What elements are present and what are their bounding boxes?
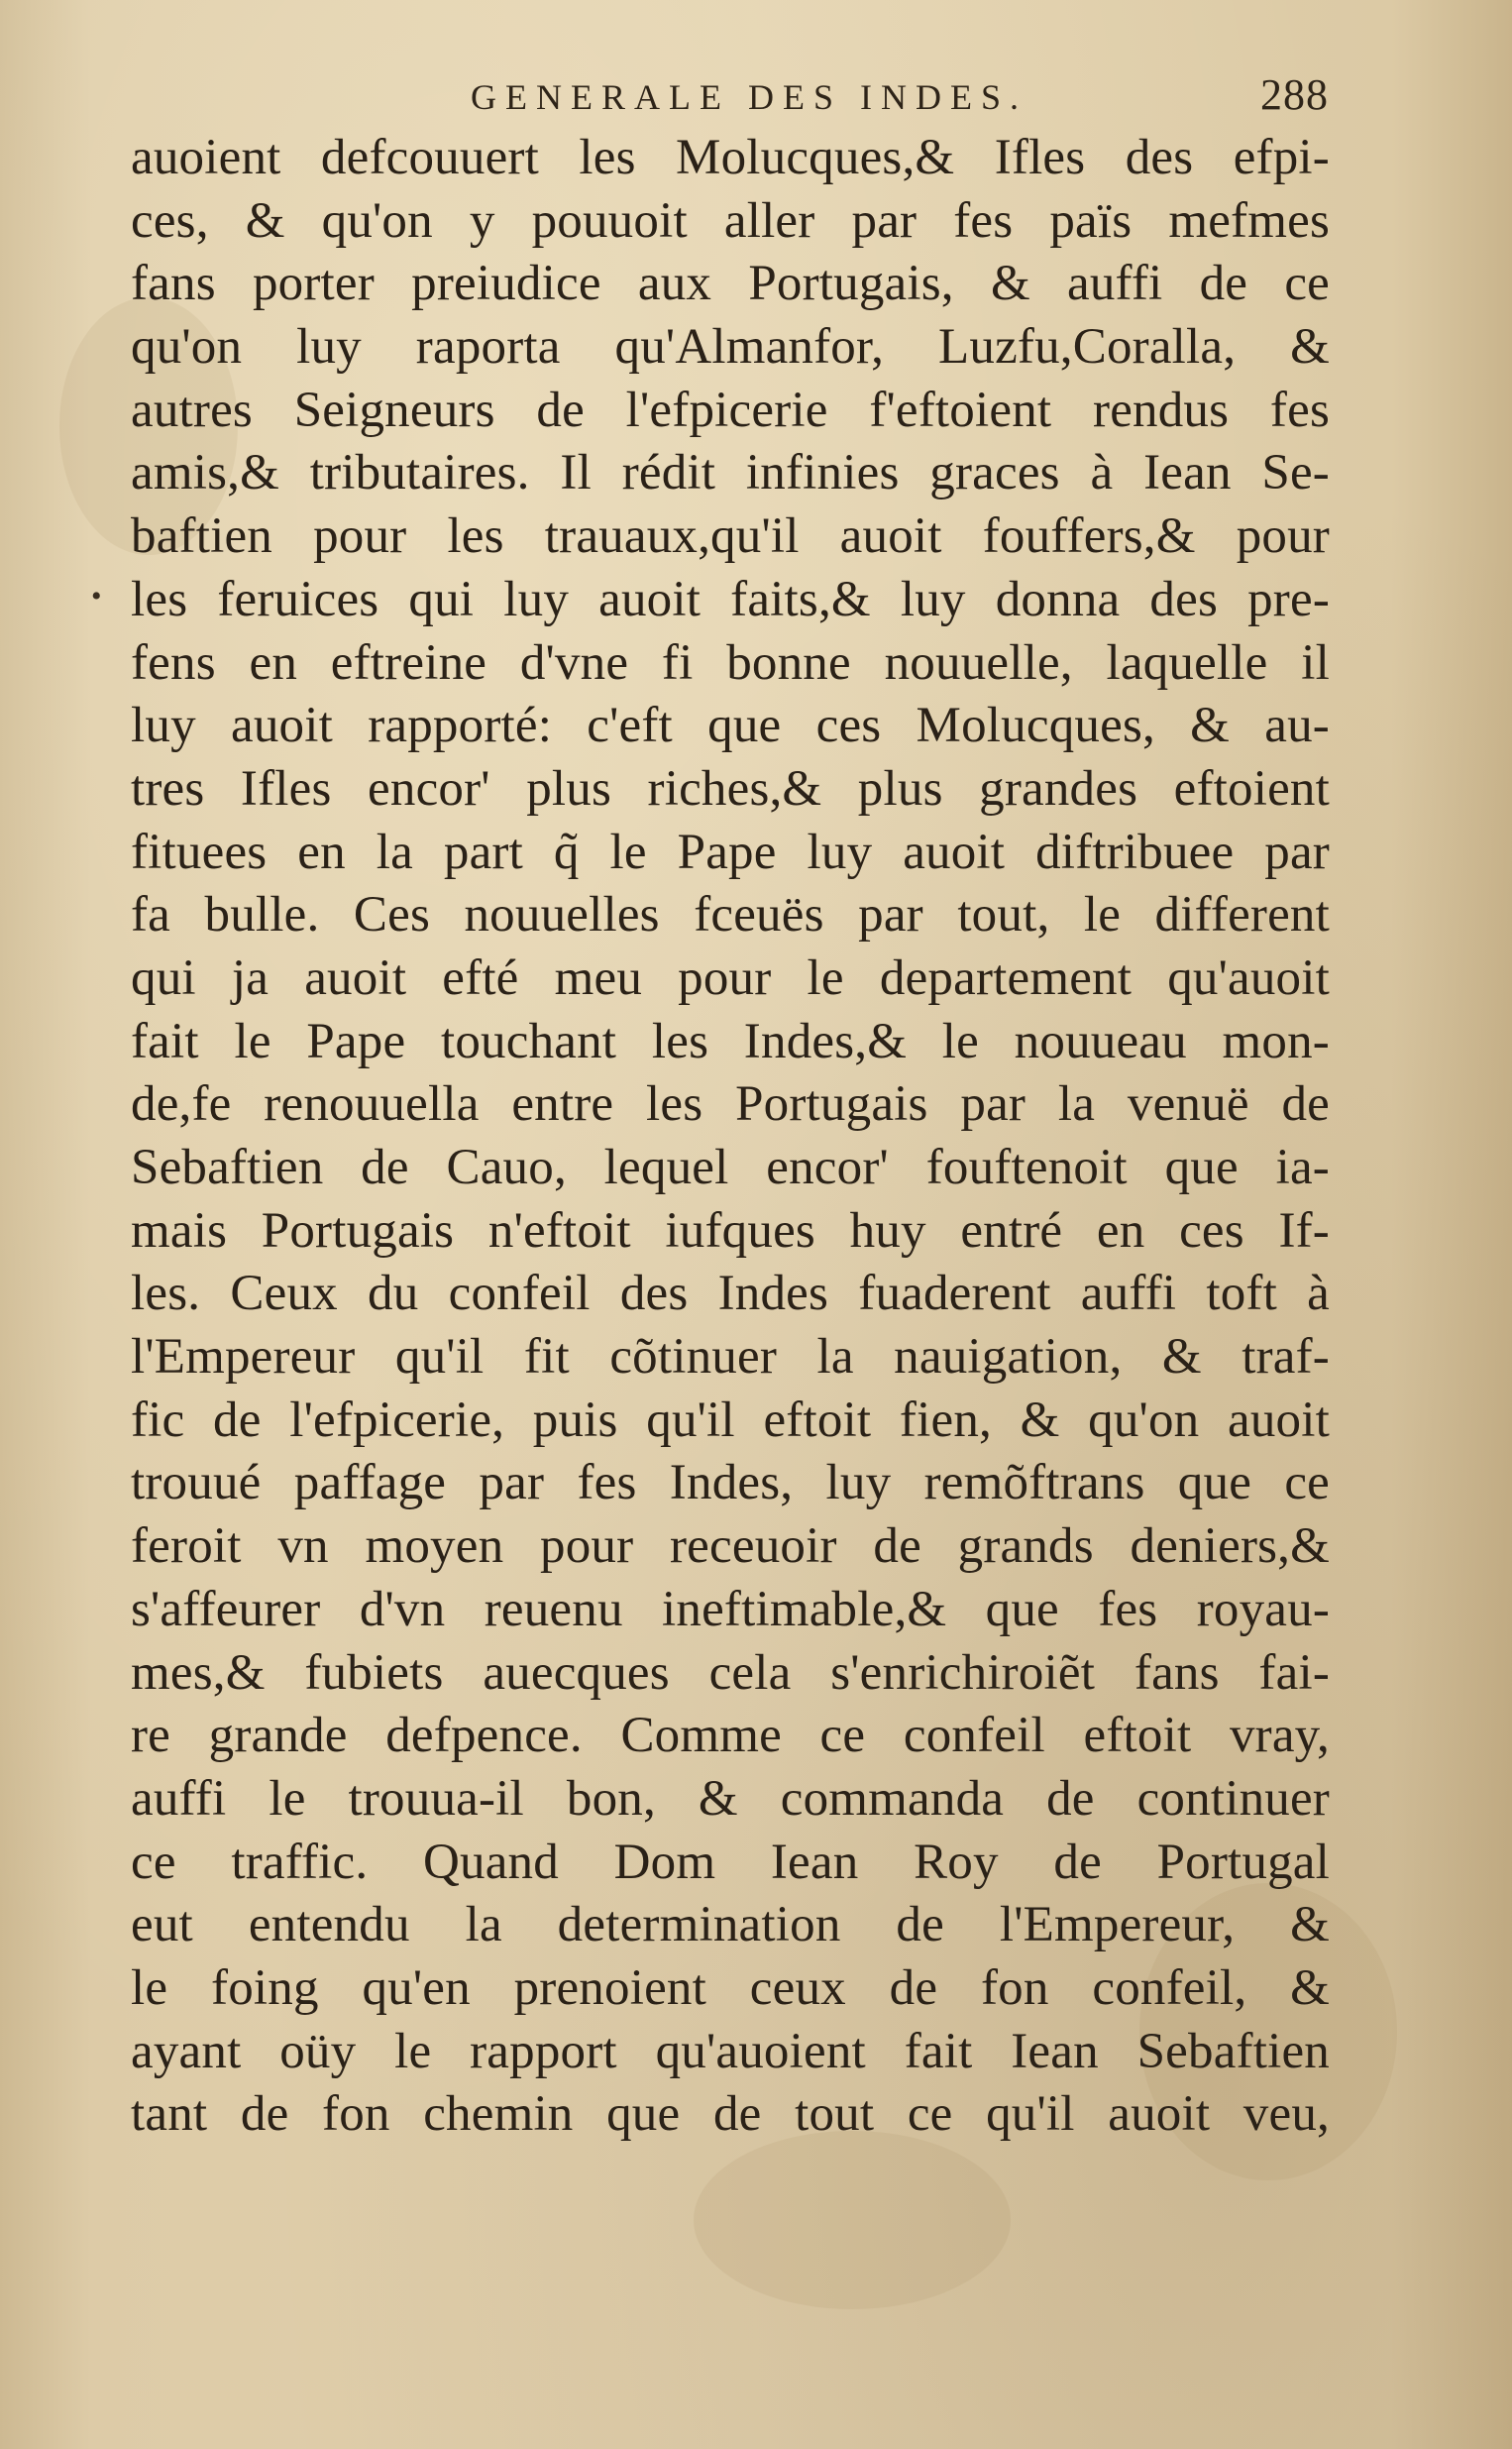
text-line: autres Seigneurs de l'efpicerie f'eftoient rendus fes — [131, 382, 1330, 438]
text-line: auoient defcouuert les Molucques,& Ifles des efpi- — [131, 130, 1330, 185]
text-line: de,fe renouuella entre les Portugais par la venuë de — [131, 1076, 1330, 1133]
text-line: ce traffic. Quand Dom Iean Roy de Portugal — [131, 1834, 1330, 1890]
paper-stain — [694, 2131, 1011, 2309]
page-number: 288 — [1260, 70, 1329, 119]
text-line: les feruices qui luy auoit faits,& luy donna des pre- — [131, 571, 1330, 627]
text-line: feroit vn moyen pour receuoir de grands deniers,& — [131, 1518, 1330, 1575]
text-line: auffi le trouua-il bon, & commanda de continuer — [131, 1770, 1330, 1827]
text-line: les. Ceux du confeil des Indes fuaderent auffi toft à — [131, 1266, 1330, 1322]
page-header — [129, 69, 1329, 129]
text-line: fens en eftreine d'vne fi bonne nouuelle, laquelle il — [131, 634, 1330, 691]
text-line: eut entendu la determination de l'Empereur, & — [131, 1897, 1330, 1953]
text-line: trouué paffage par fes Indes, luy remõftrans que ce — [131, 1455, 1330, 1511]
text-line: l'Empereur qu'il fit cõtinuer la nauigation, & traf- — [131, 1329, 1330, 1386]
text-line: amis,& tributaires. Il rédit infinies graces à Iean Se- — [131, 445, 1330, 501]
text-line: tant de fon chemin que de tout ce qu'il auoit veu, — [131, 2086, 1330, 2143]
body-text — [131, 127, 1330, 2147]
text-line: s'affeurer d'vn reuenu ineftimable,& que fes royau- — [131, 1581, 1330, 1637]
text-line: mes,& fubiets auecques cela s'enrichiroiẽt fans fai- — [131, 1644, 1330, 1701]
text-line: re grande defpence. Comme ce confeil eftoit vray, — [131, 1708, 1330, 1764]
text-line: le foing qu'en prenoient ceux de fon confeil, & — [131, 1959, 1330, 2016]
text-line: ayant oüy le rapport qu'auoient fait Iean Sebaftien — [131, 2023, 1330, 2079]
text-line: fans porter preiudice aux Portugais, & auffi de ce — [131, 256, 1330, 312]
text-line: Sebaftien de Cauo, lequel encor' fouftenoit que ia- — [131, 1140, 1330, 1195]
text-line: baftien pour les trauaux,qu'il auoit fouffers,& pour — [131, 508, 1330, 565]
text-line: qui ja auoit efté meu pour le departement qu'auoit — [131, 949, 1330, 1006]
text-line: mais Portugais n'eftoit iufques huy entré en ces If- — [131, 1202, 1330, 1259]
text-line: luy auoit rapporté: c'eft que ces Molucques, & au- — [131, 698, 1330, 754]
text-line: tres Ifles encor' plus riches,& plus grandes eftoient — [131, 760, 1330, 817]
text-line: fic de l'efpicerie, puis qu'il eftoit fien, & qu'on auoit — [131, 1391, 1330, 1448]
text-line: fituees en la part q̃ le Pape luy auoit diftribuee par — [131, 824, 1330, 880]
text-line: fait le Pape touchant les Indes,& le nouueau mon- — [131, 1013, 1330, 1069]
running-head: GENERALE DES INDES. — [471, 77, 1027, 117]
margin-mark: • — [91, 580, 102, 612]
text-line: ces, & qu'on y pouuoit aller par fes païs mefmes — [131, 192, 1330, 249]
text-line: qu'on luy raporta qu'Almanfor, Luzfu,Coralla, & — [131, 319, 1330, 376]
text-line: fa bulle. Ces nouuelles fceuës par tout, le different — [131, 887, 1330, 944]
